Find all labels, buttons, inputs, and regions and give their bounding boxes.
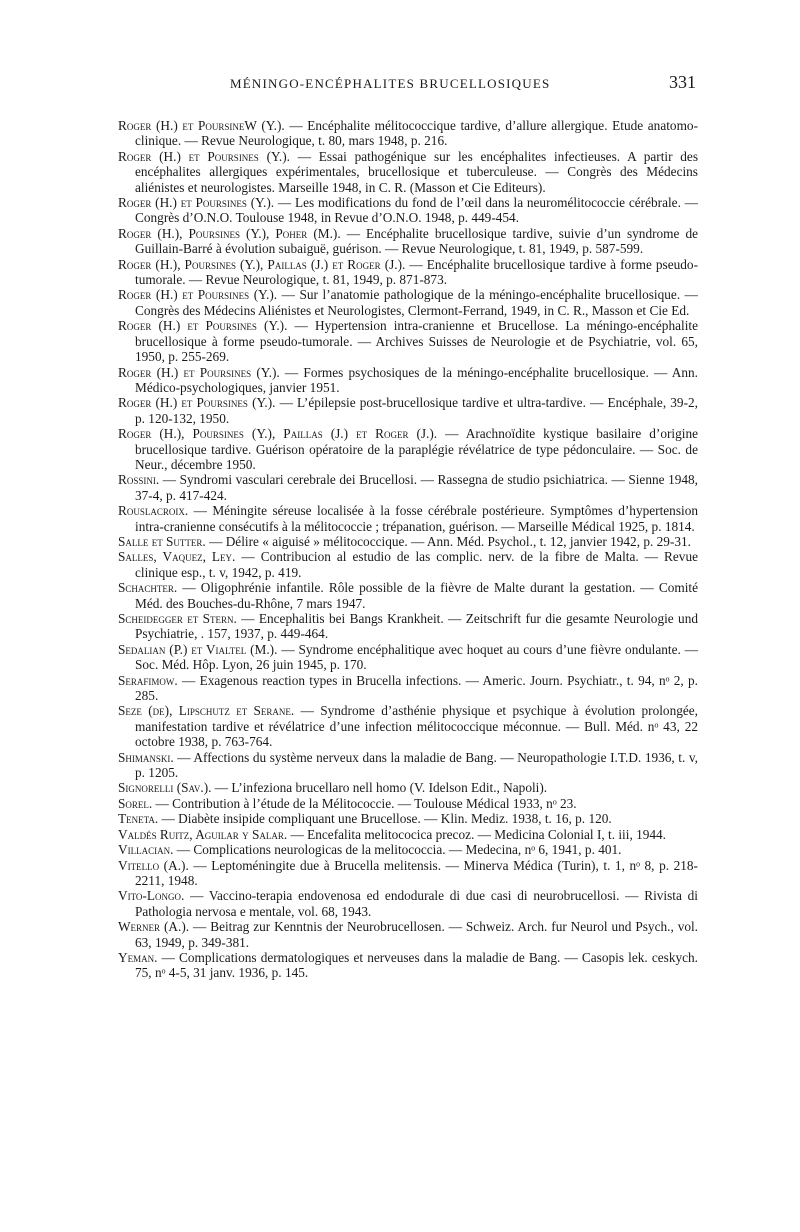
reference-text: — Leptoméningite due à Brucella melitensis. — Minerva Médica (Turin), t. 1, nᵒ 8, p. 218-2211, 1948. [135,857,698,888]
reference-text: — Formes psychosiques de la méningo-encéphalite brucellosique. — Ann. Médico-psychologiques, janvier 1951. [135,364,698,395]
reference-authors: Yeman. [118,949,158,965]
reference-entry [118,503,698,534]
reference-entry [118,226,698,257]
reference-text: — Encefalita melitococica precoz. — Medicina Colonial I, t. iii, 1944. [287,826,667,842]
reference-entry [118,395,698,426]
running-title: MÉNINGO-ENCÉPHALITES BRUCELLOSIQUES [230,76,551,91]
reference-text: — Encephalitis bei Bangs Krankheit. — Zeitschrift fur die gesamte Neurologie und Psychiatrie, . 157, 1937, p. 449-464. [135,611,698,642]
reference-entry [118,827,698,842]
reference-entry [118,549,698,580]
reference-entry [118,796,698,811]
reference-text: — Arachnoïdite kystique basilaire d’origine brucellosique tardive. Guérison opératoire de la paraplégie révélatrice de type pédonculaire. — Soc. de Neur., décembre 1950. [135,426,699,472]
reference-entry [118,811,698,826]
reference-text: — Contribucion al estudio de las complic. nerv. de la fibre de Malta. — Revue clinique esp., t. v, 1942, p. 419. [135,549,698,580]
reference-text: — Contribution à l’étude de la Mélitococcie. — Toulouse Médical 1933, nᵒ 23. [152,795,577,811]
reference-entry [118,858,698,889]
reference-text: — L’infeziona brucellaro nell homo (V. Idelson Edit., Napoli). [211,780,548,796]
reference-entry [118,365,698,396]
page-number: 331 [669,72,696,92]
reference-text: — Encéphalite brucellosique tardive à forme pseudo-tumorale. — Revue Neurologique, t. 81, 1949, p. 871-873. [135,256,699,288]
reference-entry [118,287,698,318]
reference-authors: Shimanski. [118,749,174,765]
reference-entry [118,703,698,749]
reference-authors: Roger (H.), Poursines (Y.), Paillas (J.) et Roger (J.). [118,426,438,442]
reference-text: — Vaccino-terapia endovenosa ed endodurale di due casi di neurobrucellosi. — Rivista di Pathologia nervosa e mentale, vol. 68, 1943. [135,888,698,919]
reference-text: — Sur l’anatomie pathologique de la méningo-encéphalite brucellosique. — Congrès des Médecins Aliénistes et Neurologistes, Clermont-Ferrand, 1949, in C. R., Masson et Cie Ed. [135,287,698,318]
reference-text: — Syndrome d’asthénie physique et psychique à évolution prolongée, manifestation tardive et révélatrice d’une infection mélitococcique méconnue. — Bull. Méd. nᵒ 43, 22 octobre 1938, p. 763-764. [135,703,698,750]
reference-entry [118,919,698,950]
reference-authors: Sedalian (P.) et Vialtel (M.). [118,641,278,657]
reference-text: — Diabète insipide compliquant une Brucellose. — Klin. Mediz. 1938, t. 16, p. 120. [158,811,612,827]
reference-text: — Hypertension intra-cranienne et Brucellose. La méningo-encéphalite brucellosique à forme pseudo-tumorale. — Archives Suisses de Neurologie et de Psychiatrie, vol. 65, 1950, p. 255-269. [135,318,698,365]
reference-authors: Sorel. [118,795,153,811]
reference-text: — Syndrome encéphalitique avec hoquet au cours d’une fièvre ondulante. — Soc. Méd. Hôp. Lyon, 26 juin 1945, p. 170. [135,641,698,673]
reference-entry [118,195,698,226]
reference-authors: Scheidegger et Stern. [118,611,237,626]
reference-entry [118,534,698,549]
reference-authors: Roger (H.) et Poursines (Y.). [118,395,276,411]
reference-text: — Complications dermatologiques et nerveuses dans la maladie de Bang. — Casopis lek. ceskych. 75, nᵒ 4-5, 31 janv. 1936, p. 145. [135,949,698,981]
reference-authors: Rouslacroix. [118,503,189,519]
reference-authors: Serafimow. [118,672,178,688]
reference-text: — Encéphalite brucellosique tardive, suivie d’un syndrome de Guillain-Barré à évolution subaiguë, guérison. — Revue Neurologique, t. 81, 1949, p. 587-599. [135,225,698,257]
reference-text: — Les modifications du fond de l’œil dans la neuromélitococcie cérébrale. — Congrès d’O.N.O. Toulouse 1948, in Revue d’O.N.O. 1948, p. 449-454. [135,195,698,226]
reference-text: — Beitrag zur Kenntnis der Neurobrucellosen. — Schweiz. Arch. fur Neurol und Psych., vol. 63, 1949, p. 349-381. [135,919,699,950]
reference-entry [118,611,698,642]
reference-authors: Roger (H.), Poursines (Y.), Poher (M.). [118,225,341,241]
reference-text: — L’épilepsie post-brucellosique tardive et ultra-tardive. — Encéphale, 39-2, p. 120-132, 1950. [135,395,698,426]
reference-entry [118,257,698,288]
reference-entry [118,580,698,611]
reference-text: — Délire « aiguisé » mélitococcique. — Ann. Méd. Psychol., t. 12, janvier 1942, p. 29-31. [205,533,692,549]
reference-entry [118,118,698,149]
reference-authors: Roger (H.) et Poursines (Y.). [118,287,278,303]
reference-entry [118,888,698,919]
reference-text: — Oligophrénie infantile. Rôle possible de la fièvre de Malte durant la gestation. — Comité Méd. des Bouches-du-Rhône, 7 mars 1947. [135,580,698,611]
reference-authors: Roger (H.) et Poursines (Y.). [118,195,275,211]
reference-entry [118,426,698,472]
reference-entry [118,318,698,364]
reference-authors: Werner (A.). [118,919,190,935]
page-header [118,72,696,96]
reference-entry [118,750,698,781]
reference-authors: Vito-Longo. [118,888,185,904]
reference-text: — Exagenous reaction types in Brucella infections. — Americ. Journ. Psychiatr., t. 94, nᵒ 2, p. 285. [135,672,698,704]
reference-text: — Affections du système nerveux dans la maladie de Bang. — Neuropathologie I.T.D. 1936, t. v, p. 1205. [135,749,698,781]
reference-authors: Seze (de), Lipschutz et Serane. [118,703,295,719]
reference-authors: Signorelli (Sav.). [118,780,212,796]
reference-authors: Roger (H.) et PoursineW (Y.). [118,118,285,133]
reference-authors: Villacian. [118,842,174,858]
reference-entry [118,642,698,673]
reference-authors: Valdés Ruitz, Aguilar y Salar. [118,826,288,842]
reference-text: — Essai pathogénique sur les encéphalites infectieuses. A partir des encéphalites allergiques expérimentales, brucellosique et tuberculeuse. — Congrès des Médecins aliénistes et neurologistes. Marseille 1948, in C. R. (Masson et Cie Editeurs). [135,148,698,195]
reference-authors: Vitello (A.). [118,857,189,873]
reference-entry [118,472,698,503]
reference-authors: Salles, Vaquez, Ley. [118,549,236,565]
reference-text: — Méningite séreuse localisée à la fosse cérébrale postérieure. Symptômes d’hypertension intra-cranienne consécutifs à la mélitococcie ; trépanation, guérison. — Marseille Médical 1925, p. 1814. [135,503,698,534]
reference-authors: Teneta. [118,811,159,827]
bibliography-list [118,118,698,981]
reference-authors: Roger (H.) et Poursines (Y.). [118,148,290,164]
reference-authors: Roger (H.), Poursines (Y.), Paillas (J.) et Roger (J.). [118,256,406,272]
reference-text: — Syndromi vasculari cerebrale dei Brucellosi. — Rassegna de studio psichiatrica. — Sienne 1948, 37-4, p. 417-424. [135,472,698,503]
reference-text: — Encéphalite mélitococcique tardive, d’allure allergique. Etude anatomo-clinique. — Revue Neurologique, t. 80, mars 1948, p. 216. [135,118,698,149]
reference-authors: Rossini. [118,472,160,488]
reference-text: — Complications neurologicas de la melitococcia. — Medecina, nᵒ 6, 1941, p. 401. [173,842,622,858]
reference-entry [118,842,698,857]
reference-authors: Schachter. [118,580,178,596]
reference-entry [118,673,698,704]
reference-entry [118,780,698,795]
reference-entry [118,950,698,981]
reference-authors: Salle et Sutter. [118,533,206,549]
reference-entry [118,149,698,195]
reference-authors: Roger (H.) et Poursines (Y.). [118,364,280,380]
reference-authors: Roger (H.) et Poursines (Y.). [118,318,288,334]
